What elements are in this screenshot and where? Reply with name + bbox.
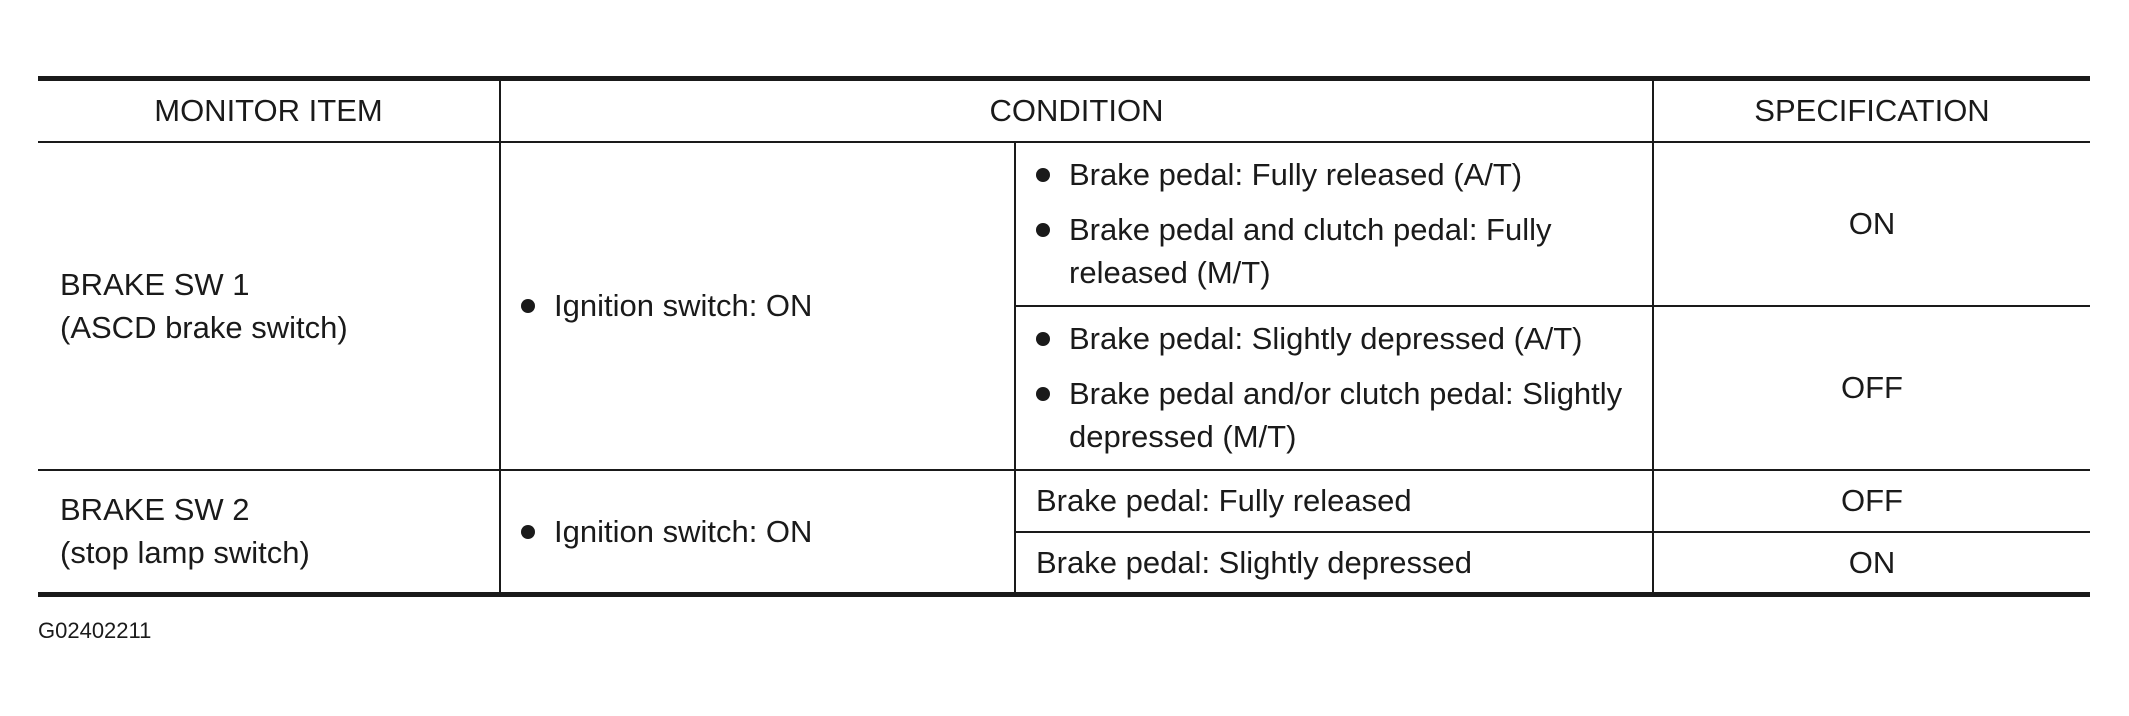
sub-condition-text: Brake pedal and/or clutch pedal: Slightly depressed (M/T) xyxy=(1069,375,1623,455)
sub-condition-text: Brake pedal: Fully released xyxy=(1015,470,1653,532)
monitor-item-description: (stop lamp switch) xyxy=(60,535,310,571)
specification-table xyxy=(38,76,2090,597)
header-monitor-item: MONITOR ITEM xyxy=(38,79,500,143)
bullet-icon xyxy=(1036,332,1050,346)
bullet-icon xyxy=(521,525,535,539)
bullet-item xyxy=(1036,208,1640,295)
bullet-item xyxy=(521,284,1014,327)
sub-condition-cell xyxy=(1015,306,1653,470)
condition-text: Ignition switch: ON xyxy=(554,513,813,549)
header-specification: SPECIFICATION xyxy=(1653,79,2090,143)
sub-condition-cell xyxy=(1015,142,1653,306)
monitor-item-cell xyxy=(38,142,500,470)
bullet-icon xyxy=(1036,223,1050,237)
specification-value: ON xyxy=(1653,532,2090,594)
condition-cell xyxy=(500,470,1015,594)
sub-condition-text: Brake pedal: Slightly depressed xyxy=(1015,532,1653,594)
monitor-item-cell xyxy=(38,470,500,594)
header-condition: CONDITION xyxy=(500,79,1653,143)
bullet-item xyxy=(1036,317,1640,360)
specification-value: OFF xyxy=(1653,306,2090,470)
table-row xyxy=(38,142,2090,306)
header-row xyxy=(38,79,2090,143)
monitor-item-name: BRAKE SW 1 xyxy=(60,266,250,302)
bullet-icon xyxy=(1036,387,1050,401)
figure-code: G02402211 xyxy=(38,618,152,643)
bullet-icon xyxy=(1036,168,1050,182)
condition-text: Ignition switch: ON xyxy=(554,288,813,324)
monitor-table xyxy=(38,76,2090,597)
bullet-item xyxy=(1036,372,1640,459)
monitor-item-name: BRAKE SW 2 xyxy=(60,491,250,527)
bullet-item xyxy=(521,510,1014,553)
sub-condition-text: Brake pedal: Slightly depressed (A/T) xyxy=(1069,321,1583,357)
monitor-item-description: (ASCD brake switch) xyxy=(60,310,348,345)
sub-condition-text: Brake pedal: Fully released (A/T) xyxy=(1069,157,1523,193)
specification-value: ON xyxy=(1653,142,2090,306)
condition-cell xyxy=(500,142,1015,470)
bullet-icon xyxy=(521,299,535,313)
bullet-item xyxy=(1036,153,1640,196)
table-row xyxy=(38,470,2090,532)
sub-condition-text: Brake pedal and clutch pedal: Fully released (M/T) xyxy=(1069,211,1552,291)
specification-value: OFF xyxy=(1653,470,2090,532)
